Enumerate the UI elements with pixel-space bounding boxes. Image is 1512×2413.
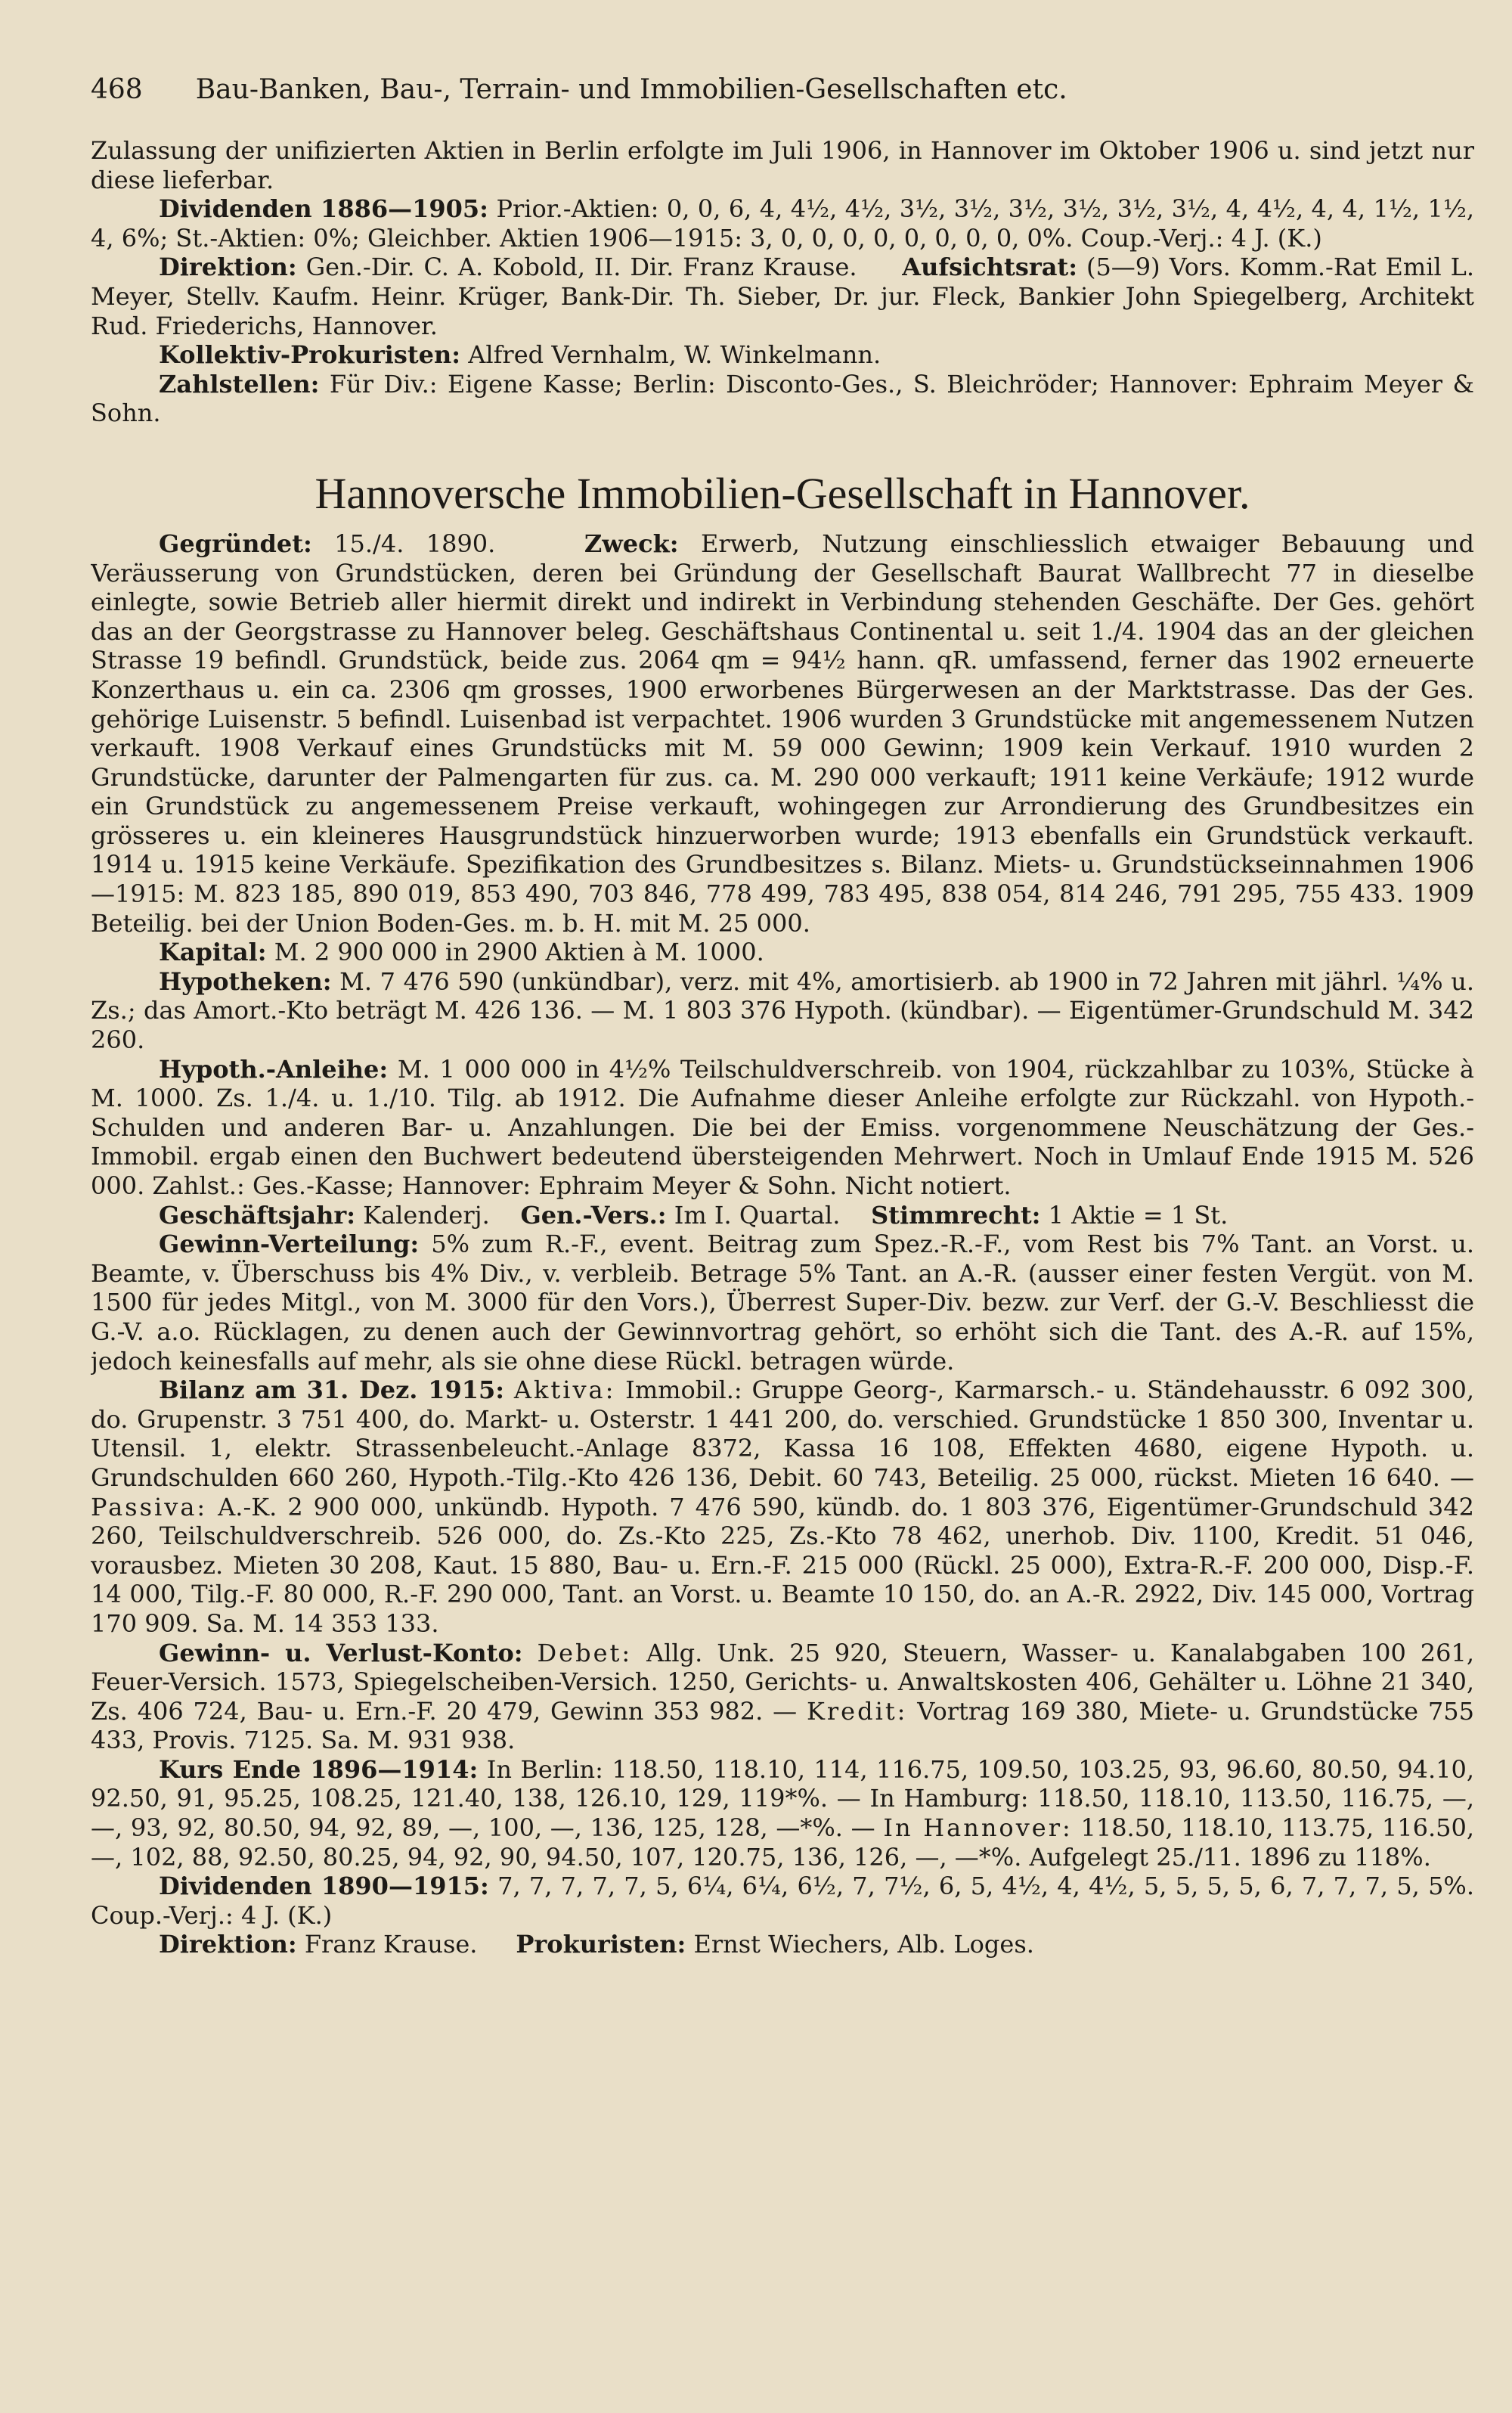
prev-dividenden-paragraph — [91, 194, 1474, 253]
dividenden-paragraph — [91, 1872, 1474, 1930]
direktion-text: Franz Krause. — [304, 1930, 478, 1959]
bilanz-aktiva-label: Aktiva: — [513, 1376, 616, 1405]
kurs-label: Kurs Ende 1896—1914: — [159, 1754, 479, 1784]
bilanz-passiva-label: Passiva: — [91, 1492, 208, 1521]
hypotheken-paragraph — [91, 967, 1474, 1055]
page-header — [91, 76, 1474, 129]
prev-direktion-paragraph — [91, 253, 1474, 340]
prokuristen-label: Prokuristen: — [516, 1930, 686, 1959]
company-title: Hannoversche Immobilien-Gesellschaft in Hannover. — [314, 468, 1250, 518]
gegruendet-label: Gegründet: — [159, 529, 312, 558]
kurs-text-1: In Berlin: 118.50, 118.10, 114, 116.75, 109.50, 103.25, 93, 96.60, 80.50, 94.10, 92.50, 91, 95.25, 108.25, 121.40, 138, 126.10, 129, 119*%. — In Hamburg: 118.50, 118.10, 113.50, 116.75, —, —, 93, 92, 80.50, 94, 92, 89, —, 100, —, 136, 125, 128, —*%. — — [91, 1754, 1474, 1843]
prev-dividenden-text: Prior.-Aktien: 0, 0, 6, 4, 4½, 4½, 3½, 3½, 3½, 3½, 3½, 3½, 4, 4½, 4, 4, 1½, 1½, 4, 6%; St.-Aktien: 0%; Gleichber. Aktien 1906—1915: 3, 0, 0, 0, 0, 0, 0, 0, 0, 0%. Coup.-Verj.: 4 J. (K.) — [91, 194, 1474, 253]
book-page — [91, 76, 1474, 2390]
zweck-label: Zweck: — [584, 529, 679, 558]
gewinn-verteilung-text: 5% zum R.-F., event. Beitrag zum Spez.-R.-F., vom Rest bis 7% Tant. an Vorst. u. Beamte, v. Überschuss bis 4% Div., v. verbleib. Betrage 5% Tant. an A.-R. (ausser einer festen Vergüt. von M. 1500 für jedes Mitgl., von M. 3000 für den Vors.), Überrest Super-Div. bezw. zur Verf. der G.-V. Beschliesst die G.-V. a.o. Rücklagen, zu denen auch der Gewinnvortrag gehört, so erhöht sich die Tant. des A.-R. auf 15%, jedoch keinesfalls auf mehr, als sie ohne diese Rückl. betragen würde. — [91, 1230, 1474, 1376]
dividenden-text: 7, 7, 7, 7, 7, 5, 6¼, 6¼, 6½, 7, 7½, 6, 5, 4½, 4, 4½, 5, 5, 5, 5, 6, 7, 7, 7, 5, 5%. Coup.-Verj.: 4 J. (K.) — [91, 1872, 1474, 1930]
prev-zahlstellen-paragraph — [91, 370, 1474, 428]
kurs-hannover-label: In Hannover: — [883, 1813, 1073, 1843]
stimmrecht-label: Stimmrecht: — [871, 1200, 1041, 1230]
geschaeftsjahr-text: Kalenderj. — [363, 1200, 490, 1230]
gegruendet-text: 15./4. 1890. — [334, 529, 496, 558]
hypotheken-text: M. 7 476 590 (unkündbar), verz. mit 4%, amortisierb. ab 1900 in 72 Jahren mit jährl. ¼% u. Zs.; das Amort.-Kto beträgt M. 426 136. — M. 1 803 376 Hypoth. (kündbar). — Eigentümer-Grundschuld M. 342 260. — [91, 966, 1474, 1055]
guv-kredit-label: Kredit: — [806, 1696, 908, 1726]
prev-kollektiv-paragraph — [91, 340, 1474, 370]
prokuristen-text: Ernst Wiechers, Alb. Loges. — [693, 1930, 1034, 1959]
dividenden-label: Dividenden 1890—1915: — [159, 1872, 489, 1901]
prev-kollektiv-label: Kollektiv-Prokuristen: — [159, 340, 461, 370]
prev-direktion-text: Gen.-Dir. C. A. Kobold, II. Dir. Franz Krause. — [305, 253, 857, 282]
genvers-text: Im I. Quartal. — [674, 1200, 841, 1230]
geschaeftsjahr-label: Geschäftsjahr: — [159, 1200, 355, 1230]
gewinn-verteilung-paragraph — [91, 1230, 1474, 1376]
anleihe-label: Hypoth.-Anleihe: — [159, 1054, 389, 1084]
prev-kollektiv-text: Alfred Vernhalm, W. Winkelmann. — [468, 340, 881, 370]
zulassung-text: Zulassung der unifizierten Aktien in Berlin erfolgte im Juli 1906, in Hannover im Oktober 1906 u. sind jetzt nur diese lieferbar. — [91, 136, 1474, 194]
prev-aufsichtsrat-label: Aufsichtsrat: — [902, 253, 1078, 282]
kapital-label: Kapital: — [159, 938, 267, 967]
kapital-text: M. 2 900 000 in 2900 Aktien à M. 1000. — [274, 938, 764, 967]
guv-debet-text: Allg. Unk. 25 920, Steuern, Wasser- u. Kanalabgaben 100 261, Feuer-Versich. 1573, Spiegelscheiben-Versich. 1250, Gerichts- u. Anwaltskosten 406, Gehälter u. Löhne 21 340, Zs. 406 724, Bau- u. Ern.-F. 20 479, Gewinn 353 982. — — [91, 1638, 1474, 1726]
prev-aufsichtsrat-text: (5—9) Vors. Komm.-Rat Emil L. Meyer, Stellv. Kaufm. Heinr. Krüger, Bank-Dir. Th. Sieber, Dr. jur. Fleck, Bankier John Spiegelberg, Architekt Rud. Friederichs, Hannover. — [91, 253, 1474, 340]
direktion-label: Direktion: — [159, 1930, 297, 1959]
guv-kredit-text: Vortrag 169 380, Miete- u. Grundstücke 755 433, Provis. 7125. Sa. M. 931 938. — [91, 1696, 1474, 1755]
direktion-paragraph — [91, 1930, 1474, 1959]
guv-label: Gewinn- u. Verlust-Konto: — [159, 1638, 523, 1667]
anleihe-paragraph — [91, 1055, 1474, 1201]
bilanz-label: Bilanz am 31. Dez. 1915: — [159, 1376, 505, 1405]
kurs-text-2: 118.50, 118.10, 113.75, 116.50, —, 102, 88, 92.50, 80.25, 94, 92, 90, 94.50, 107, 120.75, 136, 126, —, —*%. Aufgelegt 25./11. 1896 zu 118%. — [91, 1813, 1474, 1872]
geschaeftsjahr-paragraph — [91, 1201, 1474, 1230]
hypotheken-label: Hypotheken: — [159, 966, 332, 996]
zulassung-paragraph — [91, 136, 1474, 194]
kurs-paragraph — [91, 1755, 1474, 1872]
prev-zahlstellen-label: Zahlstellen: — [159, 369, 320, 399]
zweck-paragraph — [91, 529, 1474, 938]
gewinn-verteilung-label: Gewinn-Verteilung: — [159, 1230, 420, 1259]
prev-direktion-label: Direktion: — [159, 253, 297, 282]
bilanz-passiva-text: A.-K. 2 900 000, unkündb. Hypoth. 7 476 590, kündb. do. 1 803 376, Eigentümer-Grundschuld 342 260, Teilschuldverschreib. 526 000, do. Zs.-Kto 225, Zs.-Kto 78 462, unerhob. Div. 1100, Kredit. 51 046, vorausbez. Mieten 30 208, Kaut. 15 880, Bau- u. Ern.-F. 215 000 (Rückl. 25 000), Extra-R.-F. 200 000, Disp.-F. 14 000, Tilg.-F. 80 000, R.-F. 290 000, Tant. an Vorst. u. Beamte 10 150, do. an A.-R. 2922, Div. 145 000, Vortrag 170 909. Sa. M. 14 353 133. — [91, 1492, 1474, 1638]
guv-paragraph — [91, 1639, 1474, 1755]
anleihe-text: M. 1 000 000 in 4½% Teilschuldverschreib. von 1904, rückzahlbar zu 103%, Stücke à M. 1000. Zs. 1./4. u. 1./10. Tilg. ab 1912. Die Aufnahme dieser Anleihe erfolgte zur Rückzahl. von Hypoth.-Schulden und anderen Bar- u. Anzahlungen. Die bei der Emiss. vorgenommene Neuschätzung der Ges.-Immobil. ergab einen den Buchwert bedeutend übersteigenden Mehrwert. Noch in Umlauf Ende 1915 M. 526 000. Zahlst.: Ges.-Kasse; Hannover: Ephraim Meyer & Sohn. Nicht notiert. — [91, 1054, 1474, 1200]
zweck-text: Erwerb, Nutzung einschliesslich etwaiger Bebauung und Veräusserung von Grundstücken, deren bei Gründung der Gesellschaft Baurat Wallbrecht 77 in dieselbe einlegte, sowie Betrieb aller hiermit direkt und indirekt in Verbindung stehenden Geschäfte. Der Ges. gehört das an der Georgstrasse zu Hannover beleg. Geschäftshaus Continental u. seit 1./4. 1904 das an der gleichen Strasse 19 befindl. Grundstück, beide zus. 2064 qm = 94½ hann. qR. umfassend, ferner das 1902 erneuerte Konzerthaus u. ein ca. 2306 qm grosses, 1900 erworbenes Bürgerwesen an der Marktstrasse. Das der Ges. gehörige Luisenstr. 5 befindl. Luisenbad ist verpachtet. 1906 wurden 3 Grundstücke mit angemessenem Nutzen verkauft. 1908 Verkauf eines Grundstücks mit M. 59 000 Gewinn; 1909 kein Verkauf. 1910 wurden 2 Grundstücke, darunter der Palmengarten für zus. ca. M. 290 000 verkauft; 1911 keine Verkäufe; 1912 wurde ein Grundstück zu angemessenem Preise verkauft, wohingegen zur Arrondierung des Grundbesitzes ein grösseres u. ein kleineres Hausgrundstück hinzuerworben wurde; 1913 ebenfalls ein Grundstück verkauft. 1914 u. 1915 keine Verkäufe. Spezifikation des Grundbesitzes s. Bilanz. Miets- u. Grundstückseinnahmen 1906—1915: M. 823 185, 890 019, 853 490, 703 846, 778 499, 783 495, 838 054, 814 246, 791 295, 755 433. 1909 Beteilig. bei der Union Boden-Ges. m. b. H. mit M. 25 000. — [91, 529, 1474, 938]
guv-debet-label: Debet: — [537, 1638, 633, 1667]
bilanz-aktiva-text: Immobil.: Gruppe Georg-, Karmarsch.- u. Ständehausstr. 6 092 300, do. Grupenstr. 3 751 400, do. Markt- u. Osterstr. 1 441 200, do. verschied. Grundstücke 1 850 300, Inventar u. Utensil. 1, elektr. Strassenbeleucht.-Anlage 8372, Kassa 16 108, Effekten 4680, eigene Hypoth. u. Grundschulden 660 260, Hypoth.-Tilg.-Kto 426 136, Debit. 60 743, Beteilig. 25 000, rückst. Mieten 16 640. — — [91, 1376, 1474, 1492]
prev-dividenden-label: Dividenden 1886—1905: — [159, 194, 488, 224]
prev-zahlstellen-text: Für Div.: Eigene Kasse; Berlin: Disconto-Ges., S. Bleichröder; Hannover: Ephraim Meyer & Sohn. — [91, 369, 1474, 428]
page-number: 468 — [91, 76, 143, 105]
genvers-label: Gen.-Vers.: — [520, 1200, 667, 1230]
stimmrecht-text: 1 Aktie = 1 St. — [1048, 1200, 1228, 1230]
running-title: Bau-Banken, Bau-, Terrain- und Immobilien-Gesellschaften etc. — [195, 76, 1067, 105]
bilanz-paragraph — [91, 1376, 1474, 1638]
kapital-paragraph — [91, 938, 1474, 967]
